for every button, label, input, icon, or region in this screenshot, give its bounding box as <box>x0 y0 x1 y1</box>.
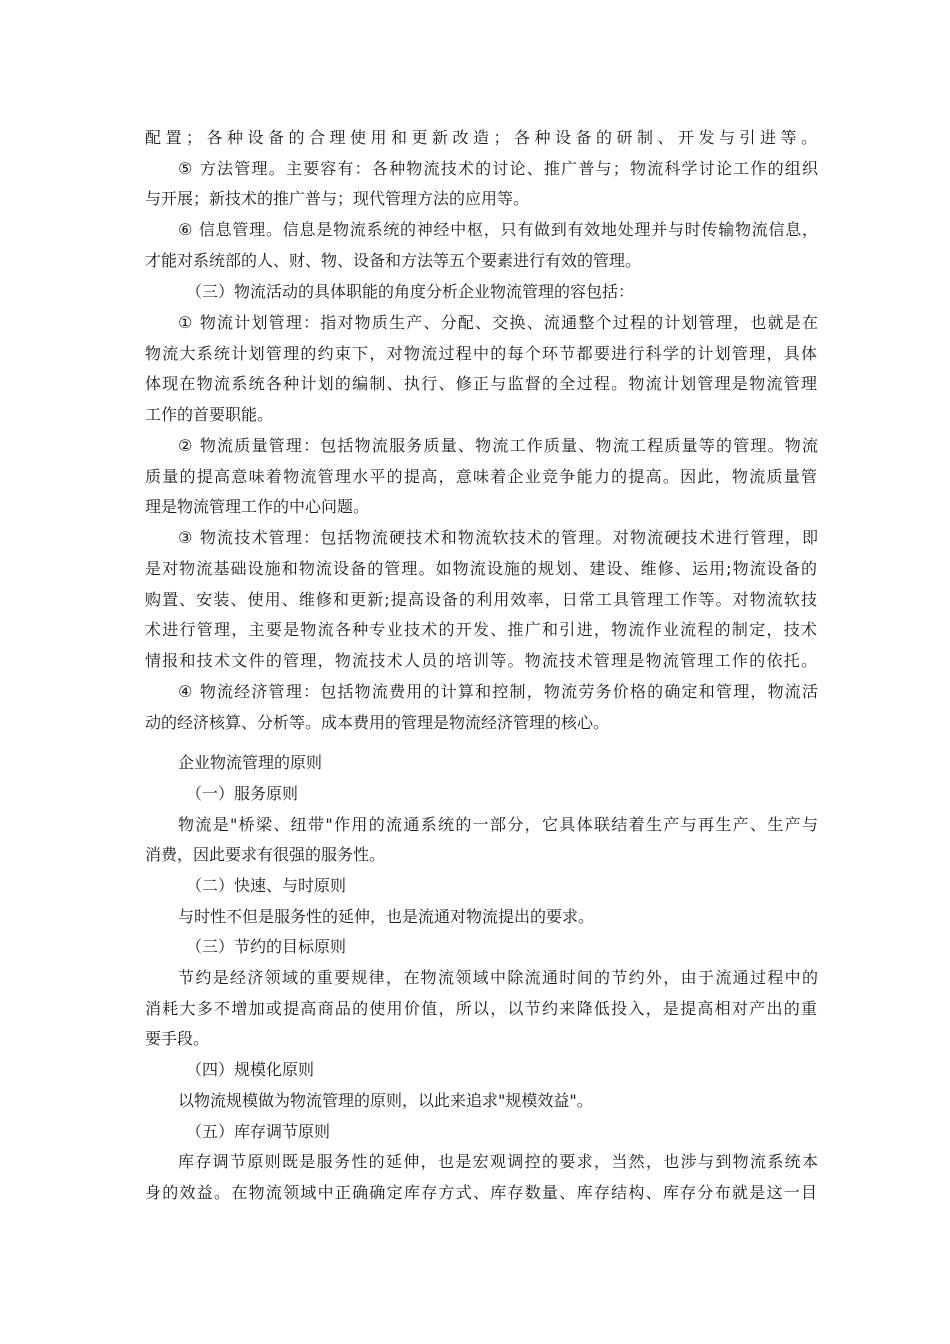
paragraph-line: ① 物流计划管理：指对物质生产、分配、交换、流通整个过程的计划管理，也就是在 <box>178 313 818 332</box>
subsection-heading: （二）快速、与时原则 <box>186 876 347 895</box>
paragraph-line: 体现在物流系统各种计划的编制、执行、修正与监督的全过程。物流计划管理是物流管理 <box>145 374 817 393</box>
paragraph-line: 是对物流基础设施和物流设备的管理。如物流设施的规划、建设、维修、运用;物流设备的 <box>145 559 817 578</box>
paragraph-line: 才能对系统部的人、财、物、设备和方法等五个要素进行有效的管理。 <box>145 251 642 270</box>
paragraph-line: 与时性不但是服务性的延伸，也是流通对物流提出的要求。 <box>178 907 595 926</box>
paragraph-line: 节约是经济领域的重要规律，在物流领域中除流通时间的节约外，由于流通过程中的 <box>178 968 818 987</box>
paragraph-line: ⑥ 信息管理。信息是物流系统的神经中枢，只有做到有效地处理并与时传输物流信息， <box>178 220 818 239</box>
paragraph-line: 配置；各种设备的合理使用和更新改造；各种设备的研制、开发与引进等。 <box>145 128 817 147</box>
paragraph-line: 动的经济核算、分析等。成本费用的管理是物流经济管理的核心。 <box>145 713 610 732</box>
paragraph-line: 与开展；新技术的推广普与；现代管理方法的应用等。 <box>145 189 530 208</box>
paragraph-line: ③ 物流技术管理：包括物流硬技术和物流软技术的管理。对物流硬技术进行管理，即 <box>178 528 818 547</box>
paragraph-line: 要手段。 <box>145 1029 210 1048</box>
paragraph-line: ④ 物流经济管理：包括物流费用的计算和控制，物流劳务价格的确定和管理，物流活 <box>178 682 818 701</box>
paragraph-line: 情报和技术文件的管理，物流技术人员的培训等。物流技术管理是物流管理工作的依托。 <box>145 651 817 670</box>
paragraph-line: 以物流规模做为物流管理的原则，以此来追求"规模效益"。 <box>178 1091 593 1110</box>
subsection-heading: （四）规模化原则 <box>186 1060 315 1079</box>
paragraph-line: 身的效益。在物流领域中正确确定库存方式、库存数量、库存结构、库存分布就是这一目 <box>145 1183 817 1202</box>
section-heading: （三）物流活动的具体职能的角度分析企业物流管理的容包括： <box>186 282 635 301</box>
subsection-heading: （三）节约的目标原则 <box>186 937 347 956</box>
paragraph-line: ⑤ 方法管理。主要容有：各种物流技术的讨论、推广普与；物流科学讨论工作的组织 <box>178 159 818 178</box>
paragraph-line: 理是物流管理工作的中心问题。 <box>145 497 370 516</box>
paragraph-line: 库存调节原则既是服务性的延伸，也是宏观调控的要求，当然，也涉与到物流系统本 <box>178 1152 818 1171</box>
paragraph-line: 消耗大多不增加或提高商品的使用价值，所以，以节约来降低投入，是提高相对产出的重 <box>145 999 817 1018</box>
paragraph-line: 物流大系统计划管理的约束下，对物流过程中的每个环节都要进行科学的计划管理，具体 <box>145 344 817 363</box>
paragraph-line: 工作的首要职能。 <box>145 405 274 424</box>
paragraph-line: 购置、安装、使用、维修和更新;提高设备的利用效率，日常工具管理工作等。对物流软技 <box>145 590 817 609</box>
subsection-heading: （一）服务原则 <box>186 784 299 803</box>
paragraph-line: 质量的提高意味着物流管理水平的提高，意味着企业竞争能力的提高。因此，物流质量管 <box>145 467 817 486</box>
section-heading: 企业物流管理的原则 <box>178 753 323 772</box>
paragraph-line: 消费，因此要求有很强的服务性。 <box>145 845 386 864</box>
paragraph-line: 术进行管理，主要是物流各种专业技术的开发、推广和引进，物流作业流程的制定，技术 <box>145 620 817 639</box>
paragraph-line: 物流是"桥梁、纽带"作用的流通系统的一部分，它具体联结着生产与再生产、生产与 <box>178 815 818 834</box>
paragraph-line: ② 物流质量管理：包括物流服务质量、物流工作质量、物流工程质量等的管理。物流 <box>178 436 818 455</box>
subsection-heading: （五）库存调节原则 <box>186 1122 331 1141</box>
